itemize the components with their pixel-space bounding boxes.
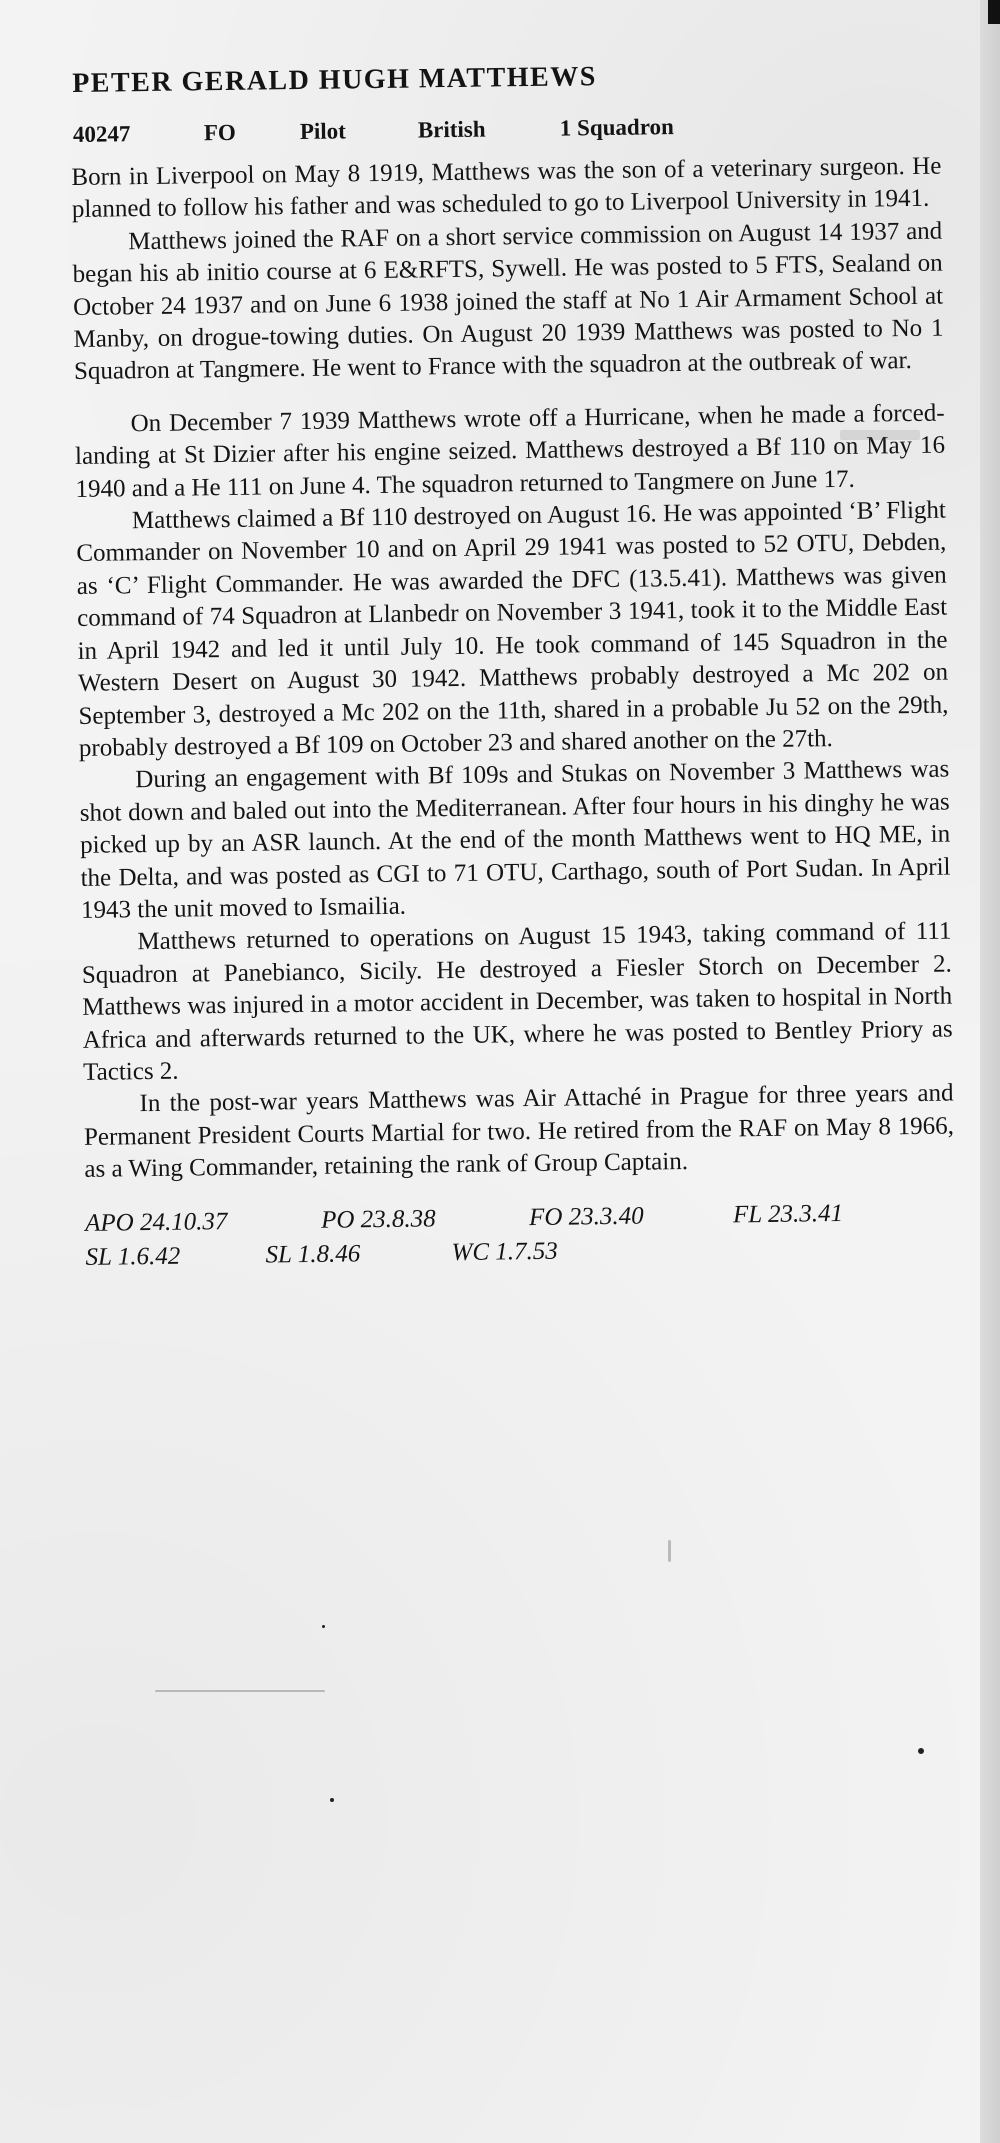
promotion-date: WC 1.7.53 (451, 1237, 558, 1266)
paragraph-shot-down: During an engagement with Bf 109s and Stukas on November 3 Matthews was shot down and baled out into the Mediterranean. After four hours in his dinghy he was picked up by an ASR launch. At the end of the month Matthews went to HQ ME, in the Delta, and was posted as CGI to 71 OTU, Carthago, south of Port Sudan. In April 1943 the unit moved to Ismailia. (79, 755, 951, 924)
unit: 1 Squadron (559, 114, 674, 141)
promotion-dates (85, 1195, 956, 1274)
biography-entry (70, 57, 956, 1275)
scan-smudge (155, 1690, 325, 1692)
scan-smudge (668, 1540, 671, 1562)
corner-mark (988, 0, 1000, 24)
scan-speck (330, 1798, 334, 1802)
paragraph-france: On December 7 1939 Matthews wrote off a Hurricane, when he made a forced-landing at St Dizier after his engine seized. Matthews destroyed a Bf 110 on May 16 1940 and a He 111 on June 4. The squadron returned to Tangmere on June 17. (74, 399, 946, 503)
paragraph-sicily: Matthews returned to operations on August 15 1943, taking command of 111 Squadron at Panebianco, Sicily. He destroyed a Fiesler Storch on December 2. Matthews was injured in a motor accident in December, was taken to hospital in North Africa and afterwards returned to the UK, where he was posted to Bentley Priory as Tactics 2. (81, 917, 953, 1086)
service-details (73, 111, 941, 148)
nationality: British (417, 116, 486, 143)
promotion-date: FL 23.3.41 (732, 1199, 844, 1229)
scan-speck (322, 1625, 325, 1628)
promotion-date: SL 1.8.46 (265, 1239, 361, 1269)
paragraph-early-life: Born in Liverpool on May 8 1919, Matthews was the son of a veterinary surgeon. He planned to follow his father and was scheduled to go to Liverpool University in 1941. (71, 152, 942, 224)
paragraph-commands: Matthews claimed a Bf 110 destroyed on August 16. He was appointed ‘B’ Flight Commander on November 10 and on April 29 1941 was posted to 52 OTU, Debden, as ‘C’ Flight Commander. He was awarded the DFC (13.5.41). Matthews was given command of 74 Squadron at Llanbedr on November 3 1941, took it to the Middle East in April 1942 and led it until July 10. He took command of 145 Squadron in the Western Desert on August 30 1942. Matthews probably destroyed a Mc 202 on September 3, destroyed a Mc 202 on the 11th, shared in a probable Ju 52 on the 29th, probably destroyed a Bf 109 on October 23 and shared another on the 27th. (76, 496, 949, 762)
entry-title: PETER GERALD HUGH MATTHEWS (71, 61, 598, 99)
promotion-date: FO 23.3.40 (528, 1202, 644, 1231)
promotion-date: PO 23.8.38 (320, 1204, 436, 1234)
role: Pilot (299, 118, 347, 144)
paragraph-post-war: In the post-war years Matthews was Air Attaché in Prague for three years and Permanent President Courts Martial for two. He retired from the RAF on May 8 1966, as a Wing Commander, retaining the rank of Group Captain. (83, 1079, 955, 1184)
promotion-date: APO 24.10.37 (84, 1207, 228, 1237)
service-number: 40247 (72, 121, 131, 147)
scan-speck (918, 1748, 924, 1754)
scan-smudge (840, 430, 920, 440)
promotion-date: SL 1.6.42 (85, 1242, 181, 1271)
paragraph-joining-raf: Matthews joined the RAF on a short service commission on August 14 1937 and began his ab initio course at 6 E&RFTS, Sywell. He was posted to 5 FTS, Sealand on October 24 1937 and on June 6 1938 joined the staff at No 1 Air Armament School at Manby, on drogue-towing duties. On August 20 1939 Matthews was posted to No 1 Squadron at Tangmere. He went to France with the squadron at the outbreak of war. (72, 217, 944, 386)
rank: FO (203, 119, 236, 146)
page-edge (980, 0, 1000, 2143)
